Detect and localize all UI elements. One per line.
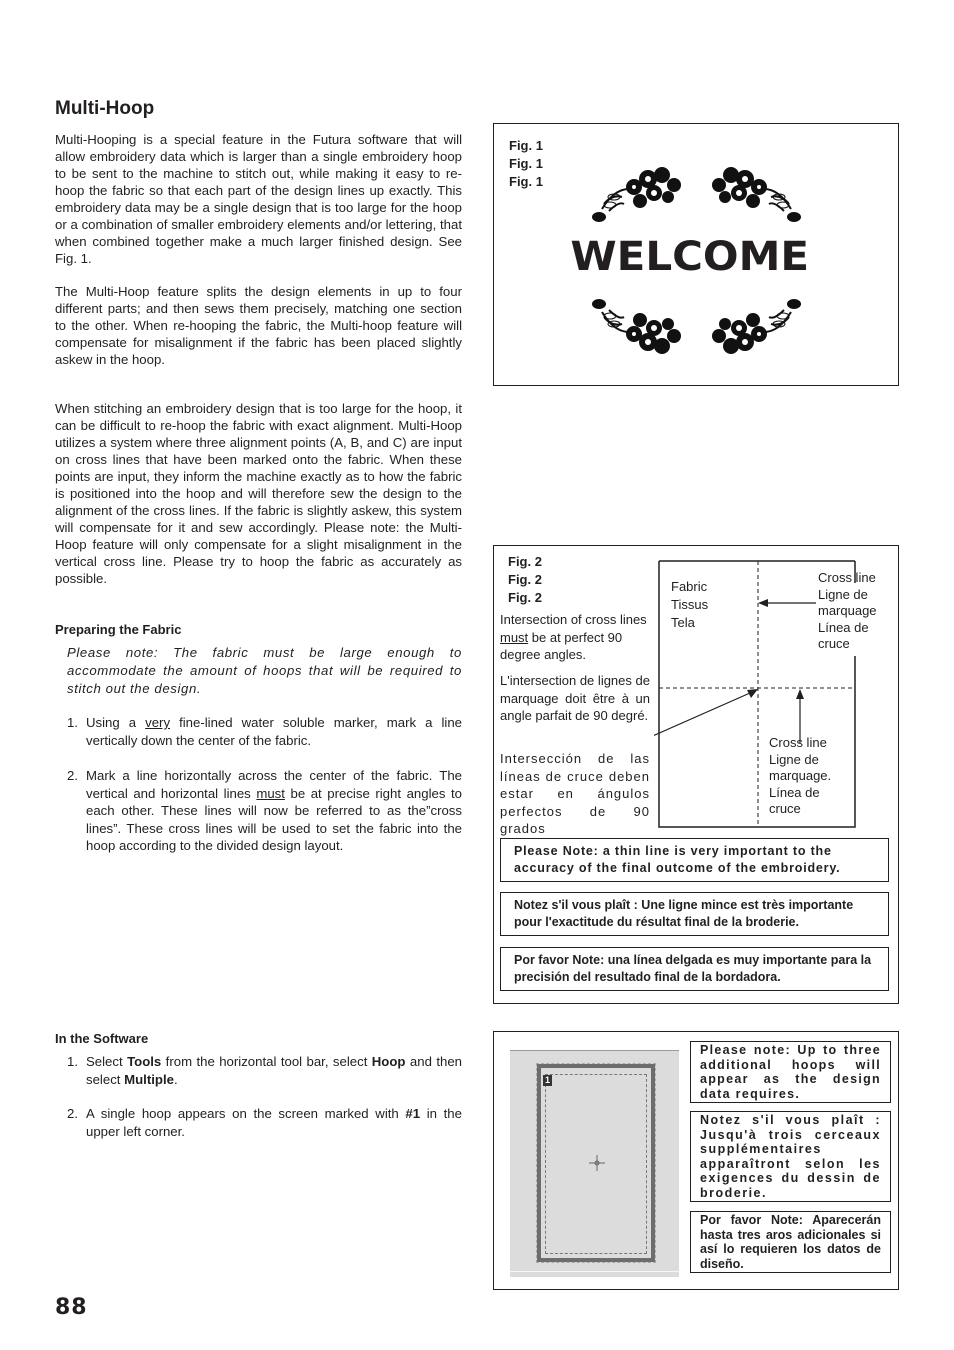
step-text: A single hoop appears on the screen marked with	[86, 1106, 406, 1121]
software-screenshot	[510, 1050, 679, 1277]
crosshair-icon	[589, 1155, 605, 1171]
hoop-number-ref: #1	[405, 1106, 421, 1121]
caption-text: Intersection of cross lines	[500, 612, 647, 627]
page-title: Multi-Hoop	[55, 98, 155, 119]
cross-line-text: marquage.	[769, 768, 832, 783]
hoop-note-es: Por favor Note: Aparecerán hasta tres aros adicionales si así lo requieren los datos de diseño.	[690, 1211, 891, 1273]
preparing-heading: Preparing the Fabric	[55, 622, 182, 637]
fig1-label-fr: Fig. 1	[509, 156, 543, 171]
cross-line-text: Cross line	[769, 735, 827, 750]
software-step-1	[67, 1053, 462, 1088]
intro-paragraph-3: When stitching an embroidery design that is too large for the hoop, it can be difficult to re-hoop the fabric with exact alignment. Multi-Hoop utilizes a system where three alignment points (A, B, and C) are input on cross lines that have been marked onto the fabric. When these points are input, they inform the machine exactly as to how the fabric is positioned into the hoop and will therefore sew the design to the alignment of the cross lines. If the fabric is slightly askew, this system will compensate for it and sew accordingly. Please note: the Multi-Hoop feature will only compensate for a slight misalignment in the vertical cross line. Please try to hoop the fabric as accurately as possible.	[55, 401, 462, 586]
fabric-label-en: Fabric	[671, 579, 708, 594]
hoop-note-en: Please note: Up to three additional hoops will appear as the design data requires.	[690, 1041, 891, 1103]
cross-line-text: Cross line	[818, 570, 876, 585]
cross-line-label-top	[818, 570, 877, 653]
step-number: 1.	[67, 715, 78, 730]
preparing-step-1	[67, 714, 462, 749]
preparing-step-2	[67, 767, 462, 855]
step-text: in the upper left corner.	[86, 1106, 462, 1139]
step-text: and then select	[86, 1054, 462, 1087]
step-emphasis: very	[145, 715, 171, 730]
floral-bottom-left-icon	[584, 292, 694, 362]
menu-name-hoop: Hoop	[371, 1054, 406, 1069]
software-step-2	[67, 1105, 462, 1140]
menu-name-multiple: Multiple	[124, 1071, 174, 1087]
floral-bottom-right-icon	[699, 292, 809, 362]
step-text: Mark a line horizontally across the center of the fabric. The vertical and horizontal lines	[86, 768, 462, 801]
step-emphasis: must	[256, 785, 285, 801]
menu-name-tools: Tools	[127, 1054, 162, 1069]
figure-1	[493, 123, 899, 386]
fig1-label-en: Fig. 1	[509, 138, 543, 153]
note-en: Please Note: a thin line is very important to the accuracy of the final outcome of the embroidery.	[500, 838, 889, 882]
preparing-note: Please note: The fabric must be large enough to accommodate the amount of hoops that will be required to stitch out the design.	[67, 645, 462, 696]
step-text: Select	[86, 1054, 128, 1069]
welcome-design-text: WELCOME	[570, 234, 810, 280]
step-number: 2.	[67, 768, 78, 783]
intro-paragraph-1: Multi-Hooping is a special feature in the Futura software that will allow embroidery data which is larger than a single embroidery hoop to be sent to the machine to stitch out, while making it easy to re-hoop the fabric so that each part of the design lines up exactly. This embroidery data may be a single design that is too large for the hoop or a combination of smaller embroidery elements and/or lettering, that when combined together make a much larger finished design. See Fig. 1.	[55, 132, 462, 266]
step-number: 2.	[67, 1106, 78, 1121]
figure-3	[493, 1031, 899, 1290]
cross-line-text: marquage	[818, 603, 877, 618]
step-text: from the horizontal tool bar, select	[161, 1054, 372, 1069]
fig2-label-fr: Fig. 2	[508, 572, 542, 587]
hoop-number-badge: 1	[545, 1075, 551, 1085]
note-fr: Notez s'il vous plaît : Une ligne mince est très importante pour l'exactitude du résultat final de la broderie.	[500, 892, 889, 936]
cross-line-label-bottom	[769, 735, 831, 818]
floral-top-right-icon	[699, 159, 809, 229]
step-text: .	[173, 1071, 178, 1087]
caption-emphasis: must	[500, 629, 529, 645]
step-text: Using a	[86, 715, 146, 730]
fig1-label-es: Fig. 1	[509, 174, 543, 189]
cross-line-text: cruce	[769, 801, 801, 816]
step-text: be at precise right angles to each other. These lines will now be referred to as the”cross lines”. These cross lines will be used to set the fabric into the hoop according to the divided design layout.	[86, 785, 462, 853]
hoop-frame	[537, 1064, 655, 1262]
cross-line-text: Ligne de	[769, 751, 819, 767]
screenshot-divider	[510, 1271, 679, 1272]
cross-line-text: cruce	[818, 636, 850, 651]
step-text: fine-lined water soluble marker, mark a line vertically down the center of the fabric.	[86, 715, 462, 748]
intro-paragraph-2: The Multi-Hoop feature splits the design elements in up to four different parts; and then sews them precisely, matching one section to the other. When re-hooping the fabric, the Multi-hoop feature will compensate for misalignment if the fabric has been placed slightly askew in the hoop.	[55, 284, 462, 367]
fig2-caption-fr: L'intersection de lignes de marquage doit être à un angle parfait de 90 degré.	[500, 673, 650, 723]
note-es: Por favor Note: una línea delgada es muy importante para la precisión del resultado final de la bordadora.	[500, 947, 889, 991]
software-heading: In the Software	[55, 1031, 149, 1046]
step-number: 1.	[67, 1054, 78, 1069]
floral-top-left-icon	[584, 159, 694, 229]
cross-line-text: Línea de	[769, 784, 820, 800]
fabric-label-fr: Tissus	[671, 597, 709, 612]
fabric-label-es: Tela	[671, 615, 695, 630]
fig2-labels	[508, 553, 542, 607]
figure-2	[493, 545, 899, 1004]
fig2-label-en: Fig. 2	[508, 554, 542, 569]
cross-line-text: Línea de	[818, 619, 869, 635]
hoop-note-fr: Notez s'il vous plaît : Jusqu'à trois cerceaux supplémentaires apparaîtront selon les exigences du dessin de broderie.	[690, 1111, 891, 1202]
fig2-label-es: Fig. 2	[508, 590, 542, 605]
page-number: 88	[55, 1295, 88, 1320]
fabric-label	[671, 578, 708, 632]
fig1-labels	[509, 137, 543, 191]
fig2-caption-es: Intersección de las líneas de cruce deben estar en ángulos perfectos de 90 grados	[500, 751, 650, 836]
cross-line-text: Ligne de	[818, 586, 868, 602]
fig2-caption-en	[500, 611, 650, 664]
caption-text: be at perfect 90 degree angles.	[500, 629, 623, 662]
